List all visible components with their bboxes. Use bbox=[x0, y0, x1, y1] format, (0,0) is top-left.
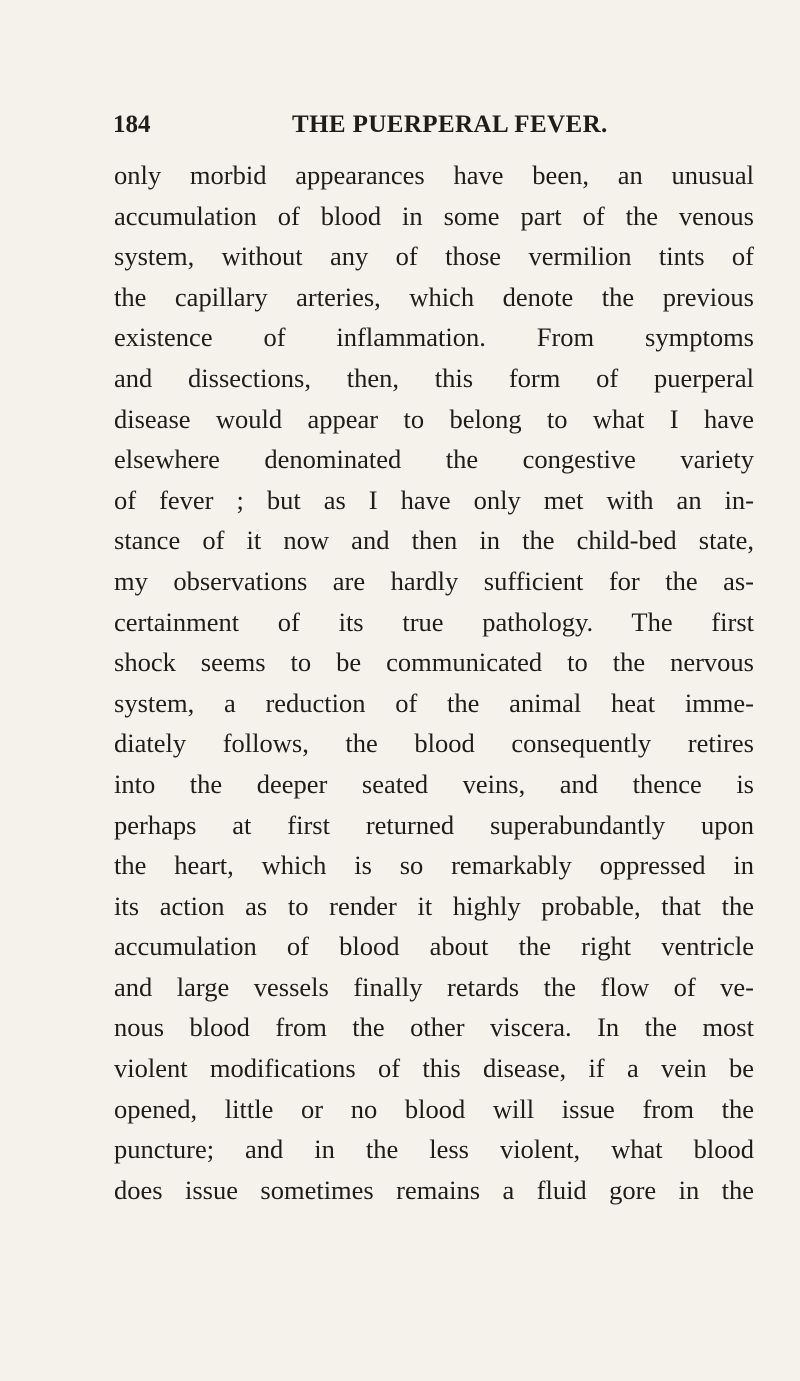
text-line: does issue sometimes remains a fluid gore in the bbox=[114, 1174, 754, 1205]
text-line: the heart, which is so remarkably oppressed in bbox=[114, 850, 754, 881]
text-line: its action as to render it highly probable, that the bbox=[114, 890, 754, 921]
text-line: opened, little or no blood will issue from the bbox=[114, 1093, 754, 1124]
text-line: and large vessels finally retards the flow of ve- bbox=[114, 971, 754, 1002]
page-number: 184 bbox=[113, 111, 151, 138]
body-text bbox=[114, 155, 754, 1210]
text-line: diately follows, the blood consequently retires bbox=[114, 728, 754, 759]
text-line: into the deeper seated veins, and thence is bbox=[114, 768, 754, 799]
text-line: nous blood from the other viscera. In the most bbox=[114, 1012, 754, 1043]
text-line: accumulation of blood about the right ventricle bbox=[114, 931, 754, 962]
text-line: elsewhere denominated the congestive variety bbox=[114, 444, 754, 475]
text-line: shock seems to be communicated to the nervous bbox=[114, 647, 754, 678]
text-line: system, without any of those vermilion tints of bbox=[114, 241, 754, 272]
text-line: my observations are hardly sufficient for the as- bbox=[114, 565, 754, 596]
text-line: only morbid appearances have been, an unusual bbox=[114, 160, 754, 190]
running-title: THE PUERPERAL FEVER. bbox=[292, 111, 608, 138]
text-line: disease would appear to belong to what I have bbox=[114, 403, 754, 434]
text-line: puncture; and in the less violent, what blood bbox=[114, 1134, 754, 1165]
text-line: existence of inflammation. From symptoms bbox=[114, 322, 754, 353]
text-line: of fever ; but as I have only met with an in- bbox=[114, 484, 754, 515]
text-line: system, a reduction of the animal heat imme- bbox=[114, 687, 754, 718]
text-line: and dissections, then, this form of puerperal bbox=[114, 362, 754, 393]
text-line: perhaps at first returned superabundantly upon bbox=[114, 809, 754, 840]
text-line: the capillary arteries, which denote the previous bbox=[114, 281, 754, 312]
running-head bbox=[113, 108, 753, 142]
text-line: stance of it now and then in the child-bed state, bbox=[114, 525, 754, 556]
text-line: accumulation of blood in some part of the venous bbox=[114, 200, 754, 231]
text-line: certainment of its true pathology. The first bbox=[114, 606, 754, 637]
text-line: violent modifications of this disease, if a vein be bbox=[114, 1053, 754, 1084]
